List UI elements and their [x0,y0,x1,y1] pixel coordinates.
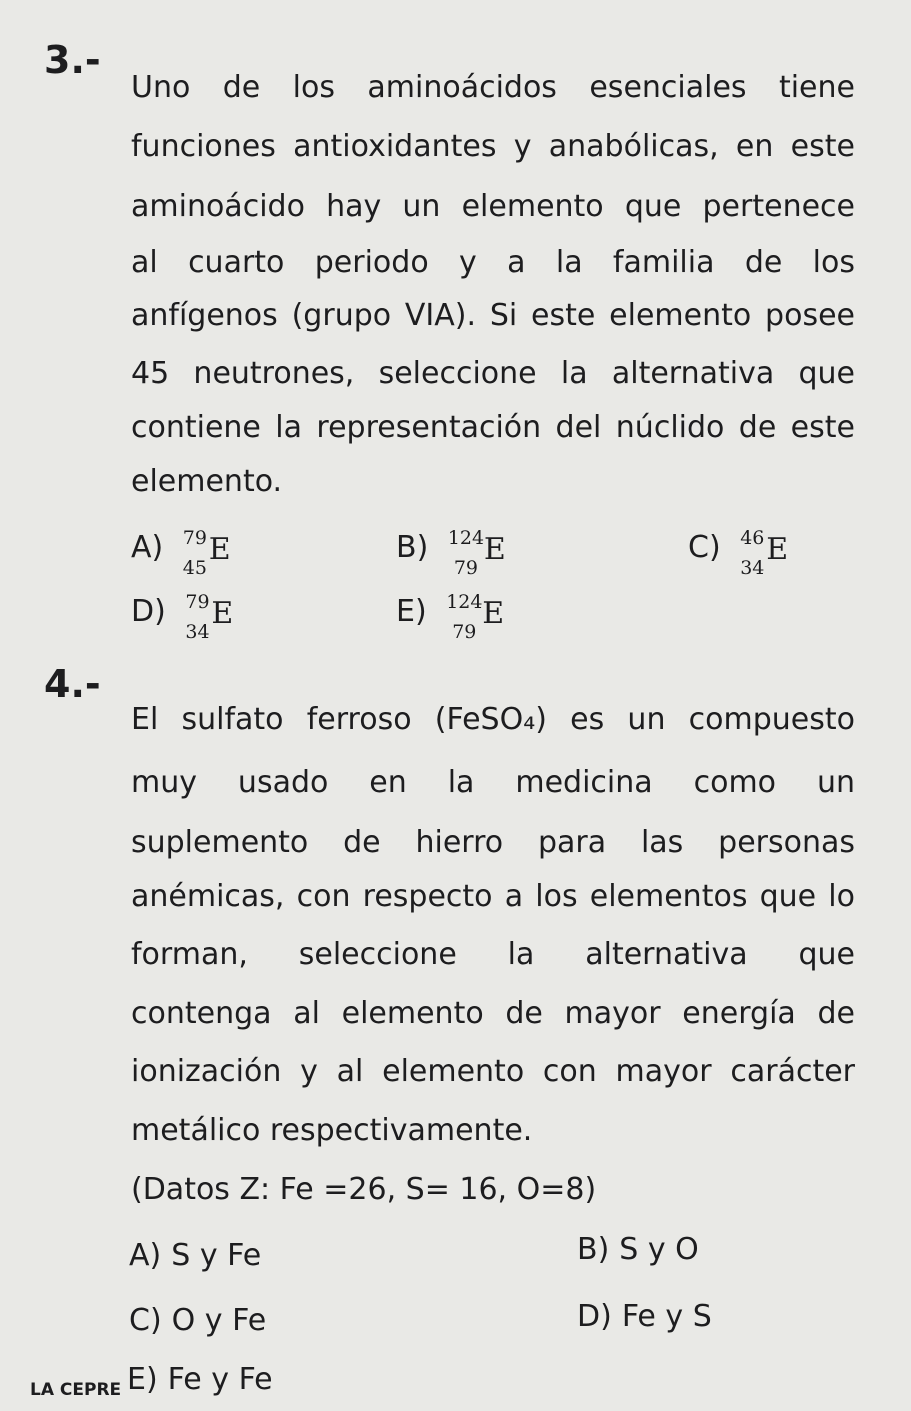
option-label: D) [131,593,166,629]
question-4-line-6: contenga al elemento de mayor energía de [131,996,855,1031]
atomic-number: 79 [453,557,479,579]
element-symbol: E [482,596,505,631]
mass-number: 79 [185,591,210,613]
q3-option-b[interactable] [396,524,508,579]
nuclide-notation [185,588,245,643]
option-text: S y O [619,1232,699,1267]
question-3-line-1: Uno de los aminoácidos esenciales tiene [131,70,855,105]
option-label: A) [129,1238,162,1273]
footer-brand: LA CEPRE [30,1380,122,1400]
atomic-number: 45 [182,557,207,579]
element-symbol: E [766,532,789,567]
q4-option-a[interactable] [129,1236,261,1276]
atomic-number: 79 [452,621,477,643]
question-4-line-1: El sulfato ferroso (FeSO₄) es un compuesto [131,702,855,737]
option-label: B) [396,529,429,565]
atomic-number: 34 [185,621,210,643]
option-label: E) [127,1362,158,1397]
question-4-line-4: anémicas, con respecto a los elementos que lo [131,879,855,914]
element-symbol: E [208,532,231,567]
mass-number: 124 [446,591,483,613]
nuclide-notation [182,524,243,579]
mass-number: 124 [447,527,485,549]
option-text: O y Fe [171,1303,267,1338]
q4-option-c[interactable] [129,1301,266,1341]
element-symbol: E [211,596,234,631]
question-3-line-8: elemento. [131,464,283,499]
atomic-number: 34 [740,557,765,579]
option-text: Fe y S [621,1299,712,1334]
question-3-number: 3.- [44,38,101,82]
question-3-line-7: contiene la representación del núclido de este [131,410,855,445]
option-label: E) [396,593,427,629]
question-3-line-4: al cuarto periodo y a la familia de los [131,245,855,280]
element-symbol: E [483,532,506,567]
option-label: D) [577,1299,612,1334]
option-label: A) [131,529,164,565]
option-label: B) [577,1232,610,1267]
option-text: Fe y Fe [167,1362,273,1397]
question-4-number: 4.- [44,662,101,706]
question-3-line-5: anfígenos (grupo VIA). Si este elemento posee [131,298,855,333]
q4-option-e[interactable] [127,1360,273,1400]
question-3-line-6: 45 neutrones, seleccione la alternativa que [131,356,855,391]
q3-option-c[interactable] [688,524,800,579]
mass-number: 79 [182,527,207,549]
question-4-line-3: suplemento de hierro para las personas [131,825,855,860]
q4-option-d[interactable] [577,1297,712,1337]
option-label: C) [129,1303,162,1338]
question-3-line-3: aminoácido hay un elemento que pertenece [131,189,855,224]
q3-option-a[interactable] [131,524,243,579]
question-4-line-5: forman, seleccione la alternativa que [131,937,855,972]
option-label: C) [688,529,721,565]
nuclide-notation [740,524,800,579]
question-4-line-2: muy usado en la medicina como un [131,765,855,800]
question-4-line-8: metálico respectivamente. [131,1113,533,1148]
q4-option-b[interactable] [577,1230,699,1270]
question-4-data-line: (Datos Z: Fe =26, S= 16, O=8) [131,1172,597,1207]
mass-number: 46 [740,527,765,549]
q3-option-e[interactable] [396,588,506,643]
nuclide-notation [446,588,506,643]
question-3-line-2: funciones antioxidantes y anabólicas, en este [131,129,855,164]
question-4-line-7: ionización y al elemento con mayor carácter [131,1054,855,1089]
q3-option-d[interactable] [131,588,245,643]
option-text: S y Fe [171,1238,262,1273]
nuclide-notation [447,524,508,579]
